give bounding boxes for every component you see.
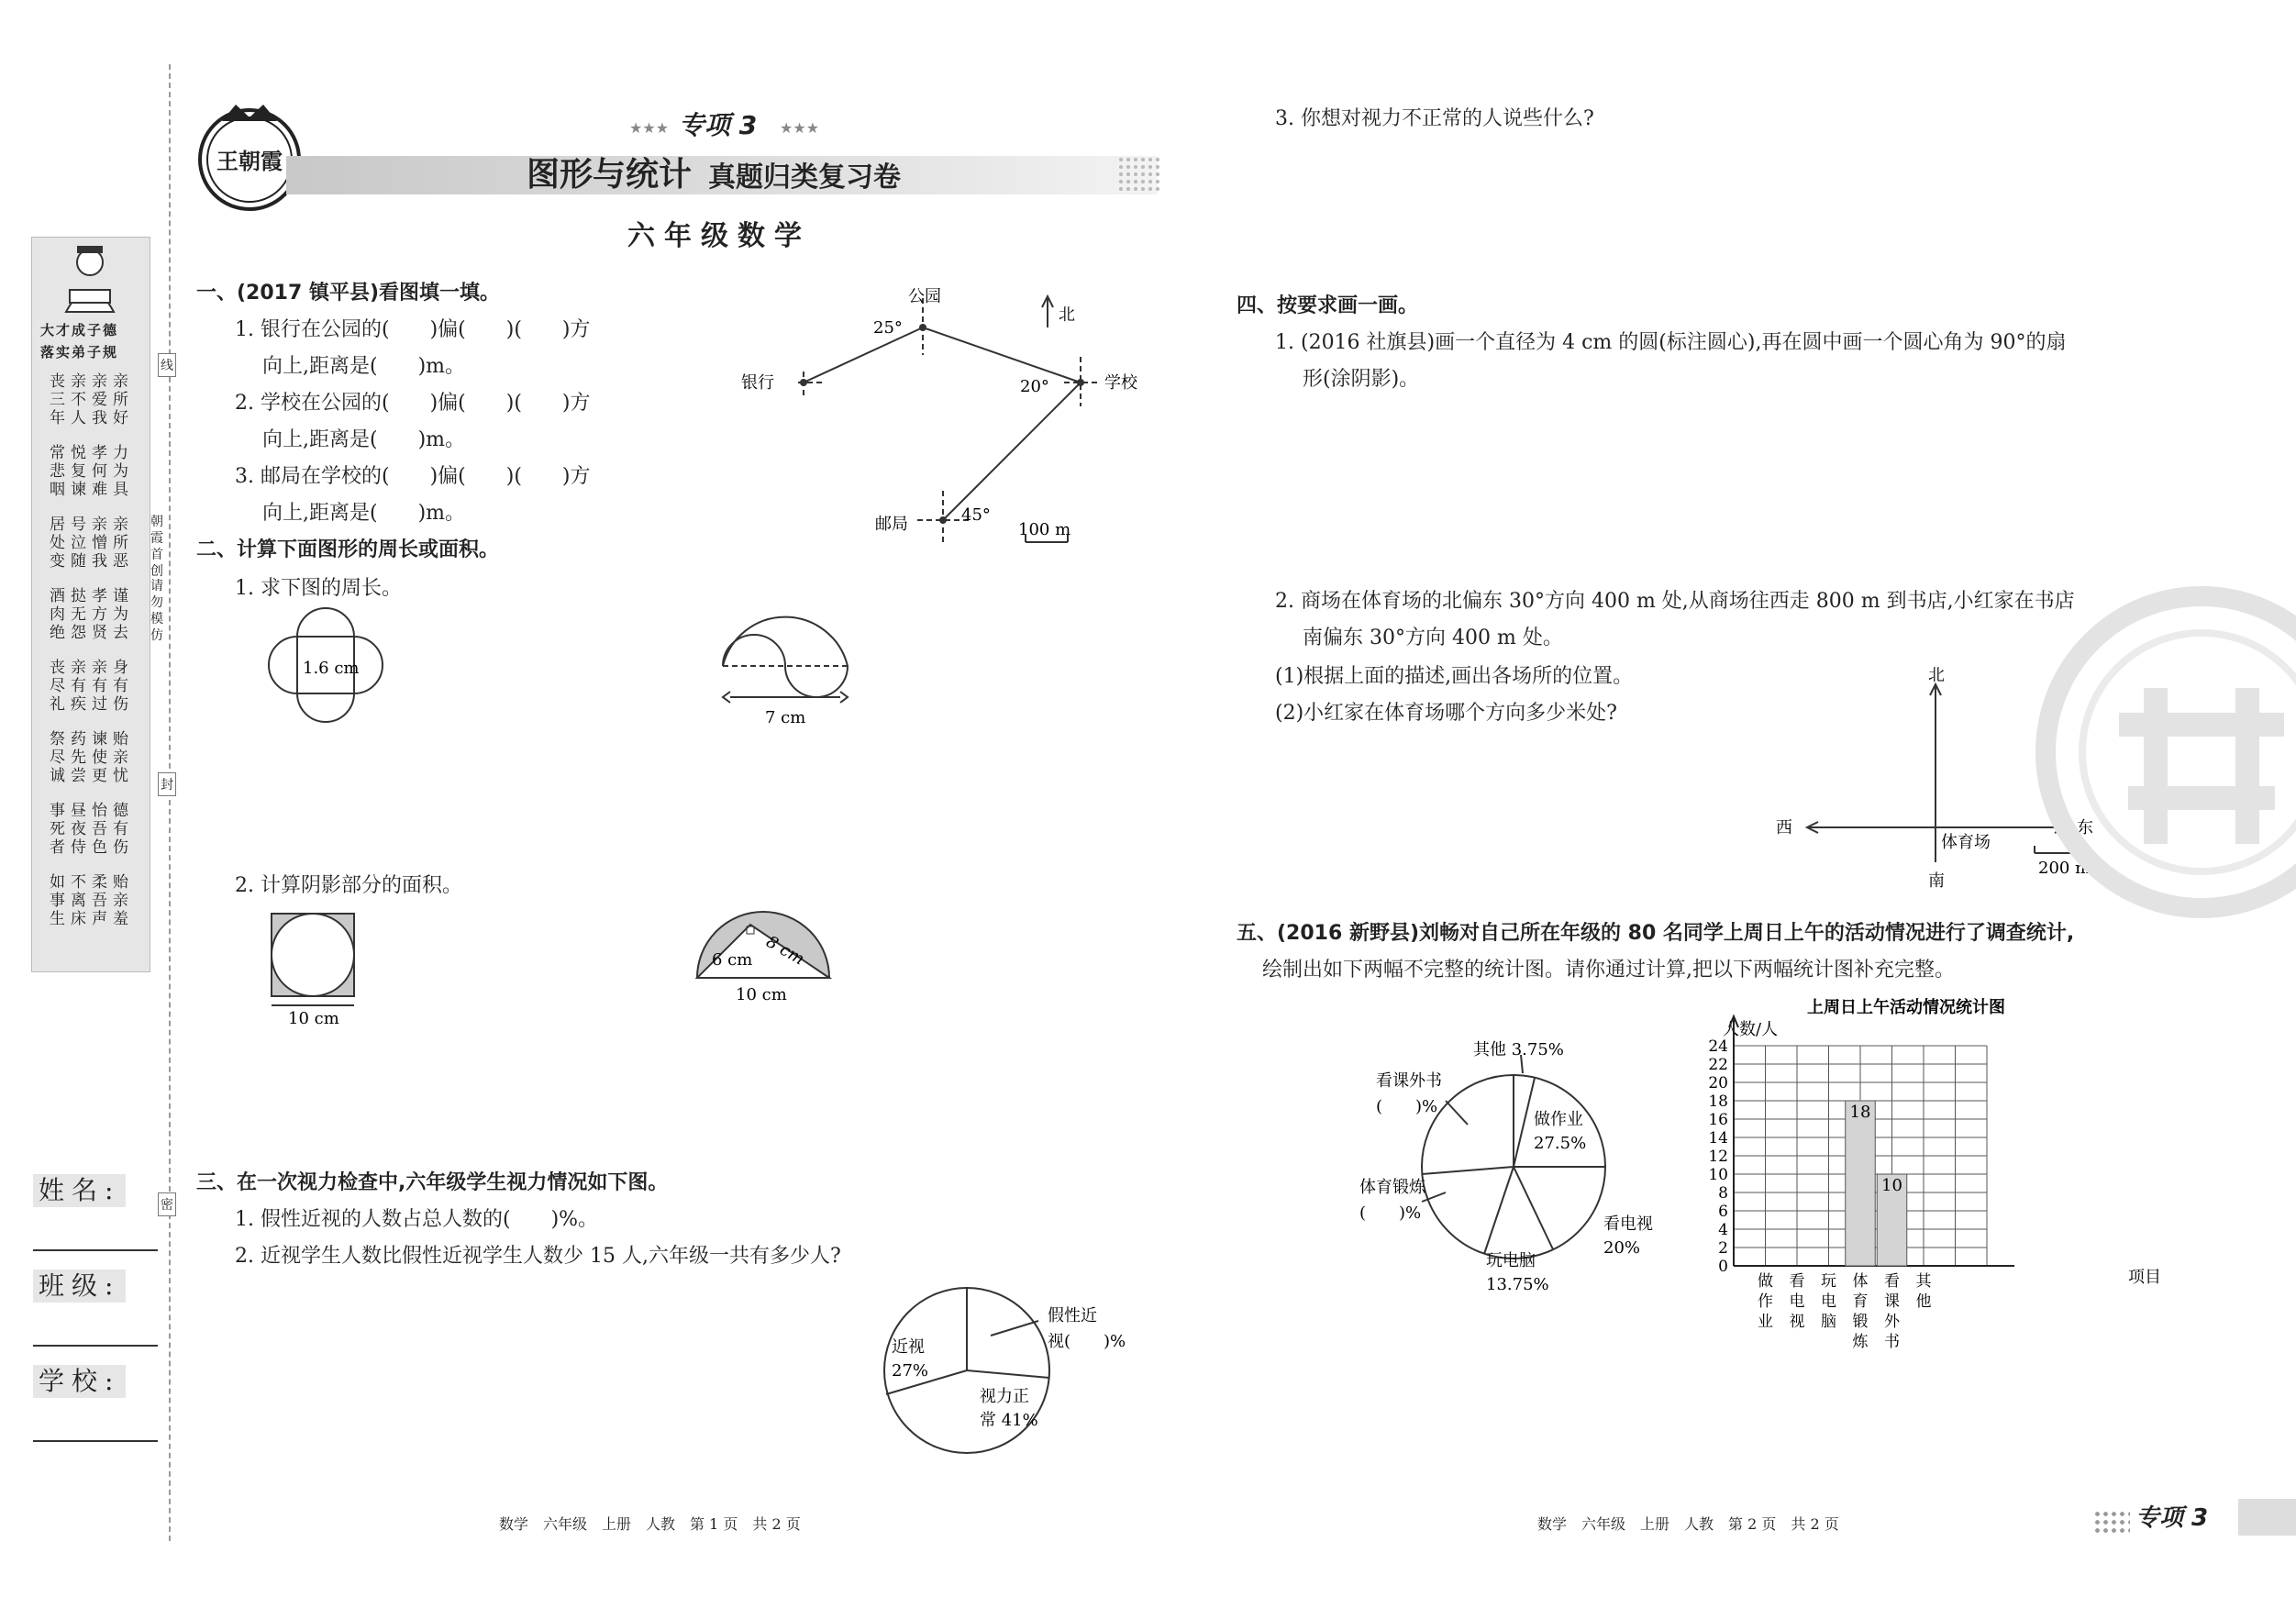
y-tick-label: 0 (1718, 1258, 1728, 1276)
poem-row: 死夜吾有 (50, 820, 134, 838)
x-category-label: 体 (1852, 1272, 1869, 1291)
q1-item1-b: 向上,距离是( )m。 (262, 355, 466, 378)
map-angle-45: 45° (961, 505, 991, 525)
y-tick-label: 8 (1718, 1184, 1728, 1203)
map-bank-label: 银行 (741, 373, 774, 393)
x-category-label: 视 (1789, 1313, 1805, 1331)
y-tick-label: 16 (1708, 1111, 1728, 1129)
class-field[interactable] (33, 1345, 158, 1347)
pie3-label-myopia-pct: 27% (892, 1361, 929, 1381)
axes-east-label: 东 (2077, 818, 2093, 837)
poem-row: 尽先使亲 (50, 749, 134, 767)
bar-value-label: 10 (1881, 1176, 1902, 1195)
poem-row: 祭药谏贻 (50, 730, 134, 749)
q5-heading-a: 五、(2016 新野县)刘畅对自己所在年级的 80 名同学上周日上午的活动情况进行了调查统计, (1237, 922, 2075, 945)
sidebar-motto-1: 大才成子德 (40, 322, 119, 338)
bar-value-label: 18 (1849, 1103, 1871, 1122)
poem-row: 变随我恶 (50, 552, 134, 571)
school-post-line (943, 383, 1081, 520)
pie3-label-normal-pct: 常 41% (980, 1411, 1038, 1430)
pie3-label-myopia: 近视 (892, 1337, 925, 1357)
fig2-label: 7 cm (765, 708, 806, 727)
ribbon-dots (1117, 156, 1163, 194)
pie5-label-books: 看课外书 (1376, 1071, 1442, 1091)
poem-row: 处泣憎所 (50, 534, 134, 552)
cut-mark-line: 线 (158, 353, 176, 377)
x-category-label: 看 (1884, 1272, 1900, 1291)
pie5-label-tv-pct: 20% (1603, 1238, 1641, 1258)
q2-fig4-semicircle (692, 899, 838, 1009)
pie5-label-computer: 玩电脑 (1486, 1251, 1536, 1270)
pie5-label-sport-pct: ( )% (1359, 1203, 1422, 1223)
binding-dashed-line (169, 64, 171, 1541)
vertical-note-2: 请勿模仿 (150, 579, 163, 643)
pie5-label-homework: 做作业 (1534, 1110, 1583, 1129)
q1-item3-a: 3. 邮局在学校的( )偏( )( )方 (235, 465, 591, 488)
map-angle-20: 20° (1020, 377, 1049, 396)
axes-center-label: 体育场 (1941, 833, 1991, 852)
poem-row: 悲复何为 (50, 462, 134, 481)
x-category-label: 书 (1884, 1333, 1900, 1351)
q4-heading: 四、按要求画一画。 (1237, 294, 1419, 317)
footer-right: 数学 六年级 上册 人教 第 2 页 共 2 页 (1537, 1515, 1839, 1533)
footer-badge: 专项 3 (2135, 1504, 2209, 1532)
q4-item2-b: 南偏东 30°方向 400 m 处。 (1303, 627, 1563, 649)
q2-fig2-shape (714, 602, 860, 730)
y-tick-label: 20 (1708, 1074, 1728, 1092)
cut-mark-secret: 密 (158, 1192, 176, 1216)
q2-fig3-square-circle (266, 908, 367, 1027)
park-school-line (923, 327, 1081, 383)
q3-item2: 2. 近视学生人数比假性近视学生人数少 15 人,六年级一共有多少人? (235, 1245, 841, 1268)
poem-row: 事昼怡德 (50, 802, 134, 820)
pie5-label-homework-pct: 27.5% (1534, 1134, 1587, 1153)
pie5-label-tv: 看电视 (1603, 1214, 1653, 1234)
q1-item3-b: 向上,距离是( )m。 (262, 502, 466, 525)
y-tick-label: 6 (1718, 1203, 1728, 1221)
pie3-label-normal: 视力正 (980, 1387, 1029, 1406)
q5-pie-chart (1348, 1037, 1679, 1303)
x-category-label: 玩 (1821, 1272, 1836, 1291)
pie3-label-pseudo: 假性近 (1048, 1306, 1097, 1325)
header-grade: 六年级数学 (627, 220, 811, 252)
poem-row: 肉无方为 (50, 605, 134, 624)
x-category-label: 炼 (1852, 1333, 1869, 1351)
poem-row: 生床声羞 (50, 910, 134, 928)
x-category-label: 外 (1884, 1313, 1900, 1331)
x-category-label: 作 (1758, 1292, 1773, 1311)
q3-item1: 1. 假性近视的人数占总人数的( )%。 (235, 1208, 599, 1231)
axes-west-label: 西 (1776, 818, 1792, 837)
bar-chart-xlabel: 项目 (2128, 1268, 2161, 1287)
y-tick-label: 18 (1708, 1092, 1728, 1111)
q4-item1-b: 形(涂阴影)。 (1303, 368, 1420, 391)
q1-map (734, 280, 1165, 555)
name-field[interactable] (33, 1249, 158, 1251)
q1-item2-b: 向上,距离是( )m。 (262, 428, 466, 451)
header-series: 专项 3 (679, 110, 758, 140)
y-tick-label: 10 (1708, 1166, 1728, 1184)
q5-heading-b: 绘制出如下两幅不完整的统计图。请你通过计算,把以下两幅统计图补充完整。 (1262, 959, 1955, 981)
bar-chart-ylabel: 人数/人 (1723, 1020, 1779, 1039)
poem-row: 居号亲亲 (50, 516, 134, 534)
x-category-label: 锻 (1852, 1313, 1869, 1331)
header-stars-left: ★★★ (629, 119, 670, 137)
sidebar-poem (50, 372, 141, 928)
poem-row: 三不爱所 (50, 391, 134, 409)
header-stars-right: ★★★ (780, 119, 820, 137)
y-tick-label: 14 (1708, 1129, 1728, 1148)
poem-row: 酒挞孝谨 (50, 587, 134, 605)
x-category-label: 电 (1821, 1292, 1836, 1311)
y-tick-label: 24 (1708, 1037, 1728, 1056)
poem-row: 咽谏难具 (50, 481, 134, 499)
poem-row: 事离吾亲 (50, 892, 134, 910)
fig4-label-10: 10 cm (736, 985, 787, 1004)
y-tick-label: 4 (1718, 1221, 1728, 1239)
header-title-main: 图形与统计 (527, 156, 693, 194)
x-category-label: 他 (1915, 1292, 1932, 1311)
poem-row: 诚尝更忧 (50, 767, 134, 785)
sidebar-motto-2: 落实弟子规 (40, 344, 119, 360)
poem-row: 年人我好 (50, 409, 134, 427)
q2-fig1-quatrefoil (266, 605, 385, 725)
school-field[interactable] (33, 1440, 158, 1442)
x-category-label: 业 (1758, 1313, 1773, 1331)
class-label: 班级: (33, 1270, 126, 1303)
footer-left: 数学 六年级 上册 人教 第 1 页 共 2 页 (499, 1515, 801, 1533)
y-tick-label: 2 (1718, 1239, 1728, 1258)
footer-badge-dots (2093, 1510, 2130, 1534)
fig3-label: 10 cm (288, 1009, 339, 1027)
q1-item2-a: 2. 学校在公园的( )偏( )( )方 (235, 392, 591, 415)
footer-badge-bar (2238, 1499, 2296, 1536)
q2-sub1: 1. 求下图的周长。 (235, 577, 402, 600)
bar-chart-title: 上周日上午活动情况统计图 (1807, 998, 2005, 1017)
header-title-sub: 真题归类复习卷 (708, 161, 901, 194)
x-category-label: 课 (1884, 1292, 1900, 1311)
map-park-label: 公园 (908, 287, 941, 306)
map-scale-label: 100 m (1018, 520, 1071, 539)
q1-item1-a: 1. 银行在公园的( )偏( )( )方 (235, 318, 591, 341)
poem-row: 绝怨贤去 (50, 624, 134, 642)
q4-sub1: (1)根据上面的描述,画出各场所的位置。 (1275, 665, 1634, 688)
bank-park-line (804, 327, 923, 383)
map-school-label: 学校 (1104, 373, 1137, 393)
vertical-note-1: 朝霞首创 (150, 515, 163, 579)
q4-item1-a: 1. (2016 社旗县)画一个直径为 4 cm 的圆(标注圆心),再在圆中画一个圆心角为 90°的扇 (1275, 331, 2067, 354)
scholar-figure-icon (51, 240, 128, 314)
pie5-label-computer-pct: 13.75% (1486, 1275, 1549, 1294)
q5-bar-chart (1688, 991, 2183, 1358)
x-category-label: 育 (1852, 1292, 1869, 1311)
name-label: 姓名: (33, 1174, 126, 1207)
q3-item3: 3. 你想对视力不正常的人说些什么? (1275, 107, 1594, 130)
fig4-label-6: 6 cm (712, 950, 753, 970)
q3-pie-chart (871, 1284, 1165, 1458)
fig4-label-8: 8 cm (762, 932, 808, 970)
poem-row: 礼疾过伤 (50, 695, 134, 714)
pie5-label-sport: 体育锻炼 (1359, 1178, 1425, 1197)
bar (1846, 1101, 1876, 1266)
pie5-label-books-pct: ( )% (1376, 1097, 1438, 1116)
poem-row: 丧亲亲身 (50, 659, 134, 677)
y-tick-label: 12 (1708, 1148, 1728, 1166)
poem-row: 者侍色伤 (50, 838, 134, 857)
pie5-label-other: 其他 3.75% (1473, 1040, 1564, 1059)
axes-north-label: 北 (1928, 666, 1945, 685)
poem-row: 丧亲亲亲 (50, 372, 134, 391)
axes-scale-label: 200 m (2038, 859, 2091, 878)
q3-heading: 三、在一次视力检查中,六年级学生视力情况如下图。 (196, 1171, 669, 1194)
cut-mark-seal: 封 (158, 772, 176, 796)
map-angle-25: 25° (873, 318, 903, 338)
q4-sub2: (2)小红家在体育场哪个方向多少米处? (1275, 702, 1617, 725)
q1-heading: 一、(2017 镇平县)看图填一填。 (196, 282, 500, 305)
map-post-label: 邮局 (875, 515, 908, 534)
x-category-label: 其 (1915, 1272, 1932, 1291)
map-north-label: 北 (1059, 305, 1075, 325)
school-label: 学校: (33, 1365, 126, 1398)
poem-row: 尽有有有 (50, 677, 134, 695)
pie3-label-pseudo-pct: 视( )% (1048, 1332, 1126, 1351)
x-category-label: 脑 (1821, 1313, 1836, 1331)
poem-row: 常悦孝力 (50, 444, 134, 462)
axes-south-label: 南 (1928, 871, 1945, 891)
logo-text: 王朝霞 (216, 149, 283, 174)
x-category-label: 电 (1789, 1292, 1805, 1311)
x-category-label: 做 (1758, 1272, 1773, 1291)
fig1-label: 1.6 cm (303, 659, 360, 678)
x-category-label: 看 (1789, 1272, 1805, 1291)
q4-item2-a: 2. 商场在体育场的北偏东 30°方向 400 m 处,从商场往西走 800 m 到书店,小红家在书店 (1275, 590, 2075, 613)
secret-seal-watermark (2018, 569, 2296, 936)
poem-row: 如不柔贻 (50, 873, 134, 892)
q2-sub2: 2. 计算阴影部分的面积。 (235, 874, 462, 897)
y-tick-label: 22 (1708, 1056, 1728, 1074)
q2-heading: 二、计算下面图形的周长或面积。 (196, 538, 500, 561)
